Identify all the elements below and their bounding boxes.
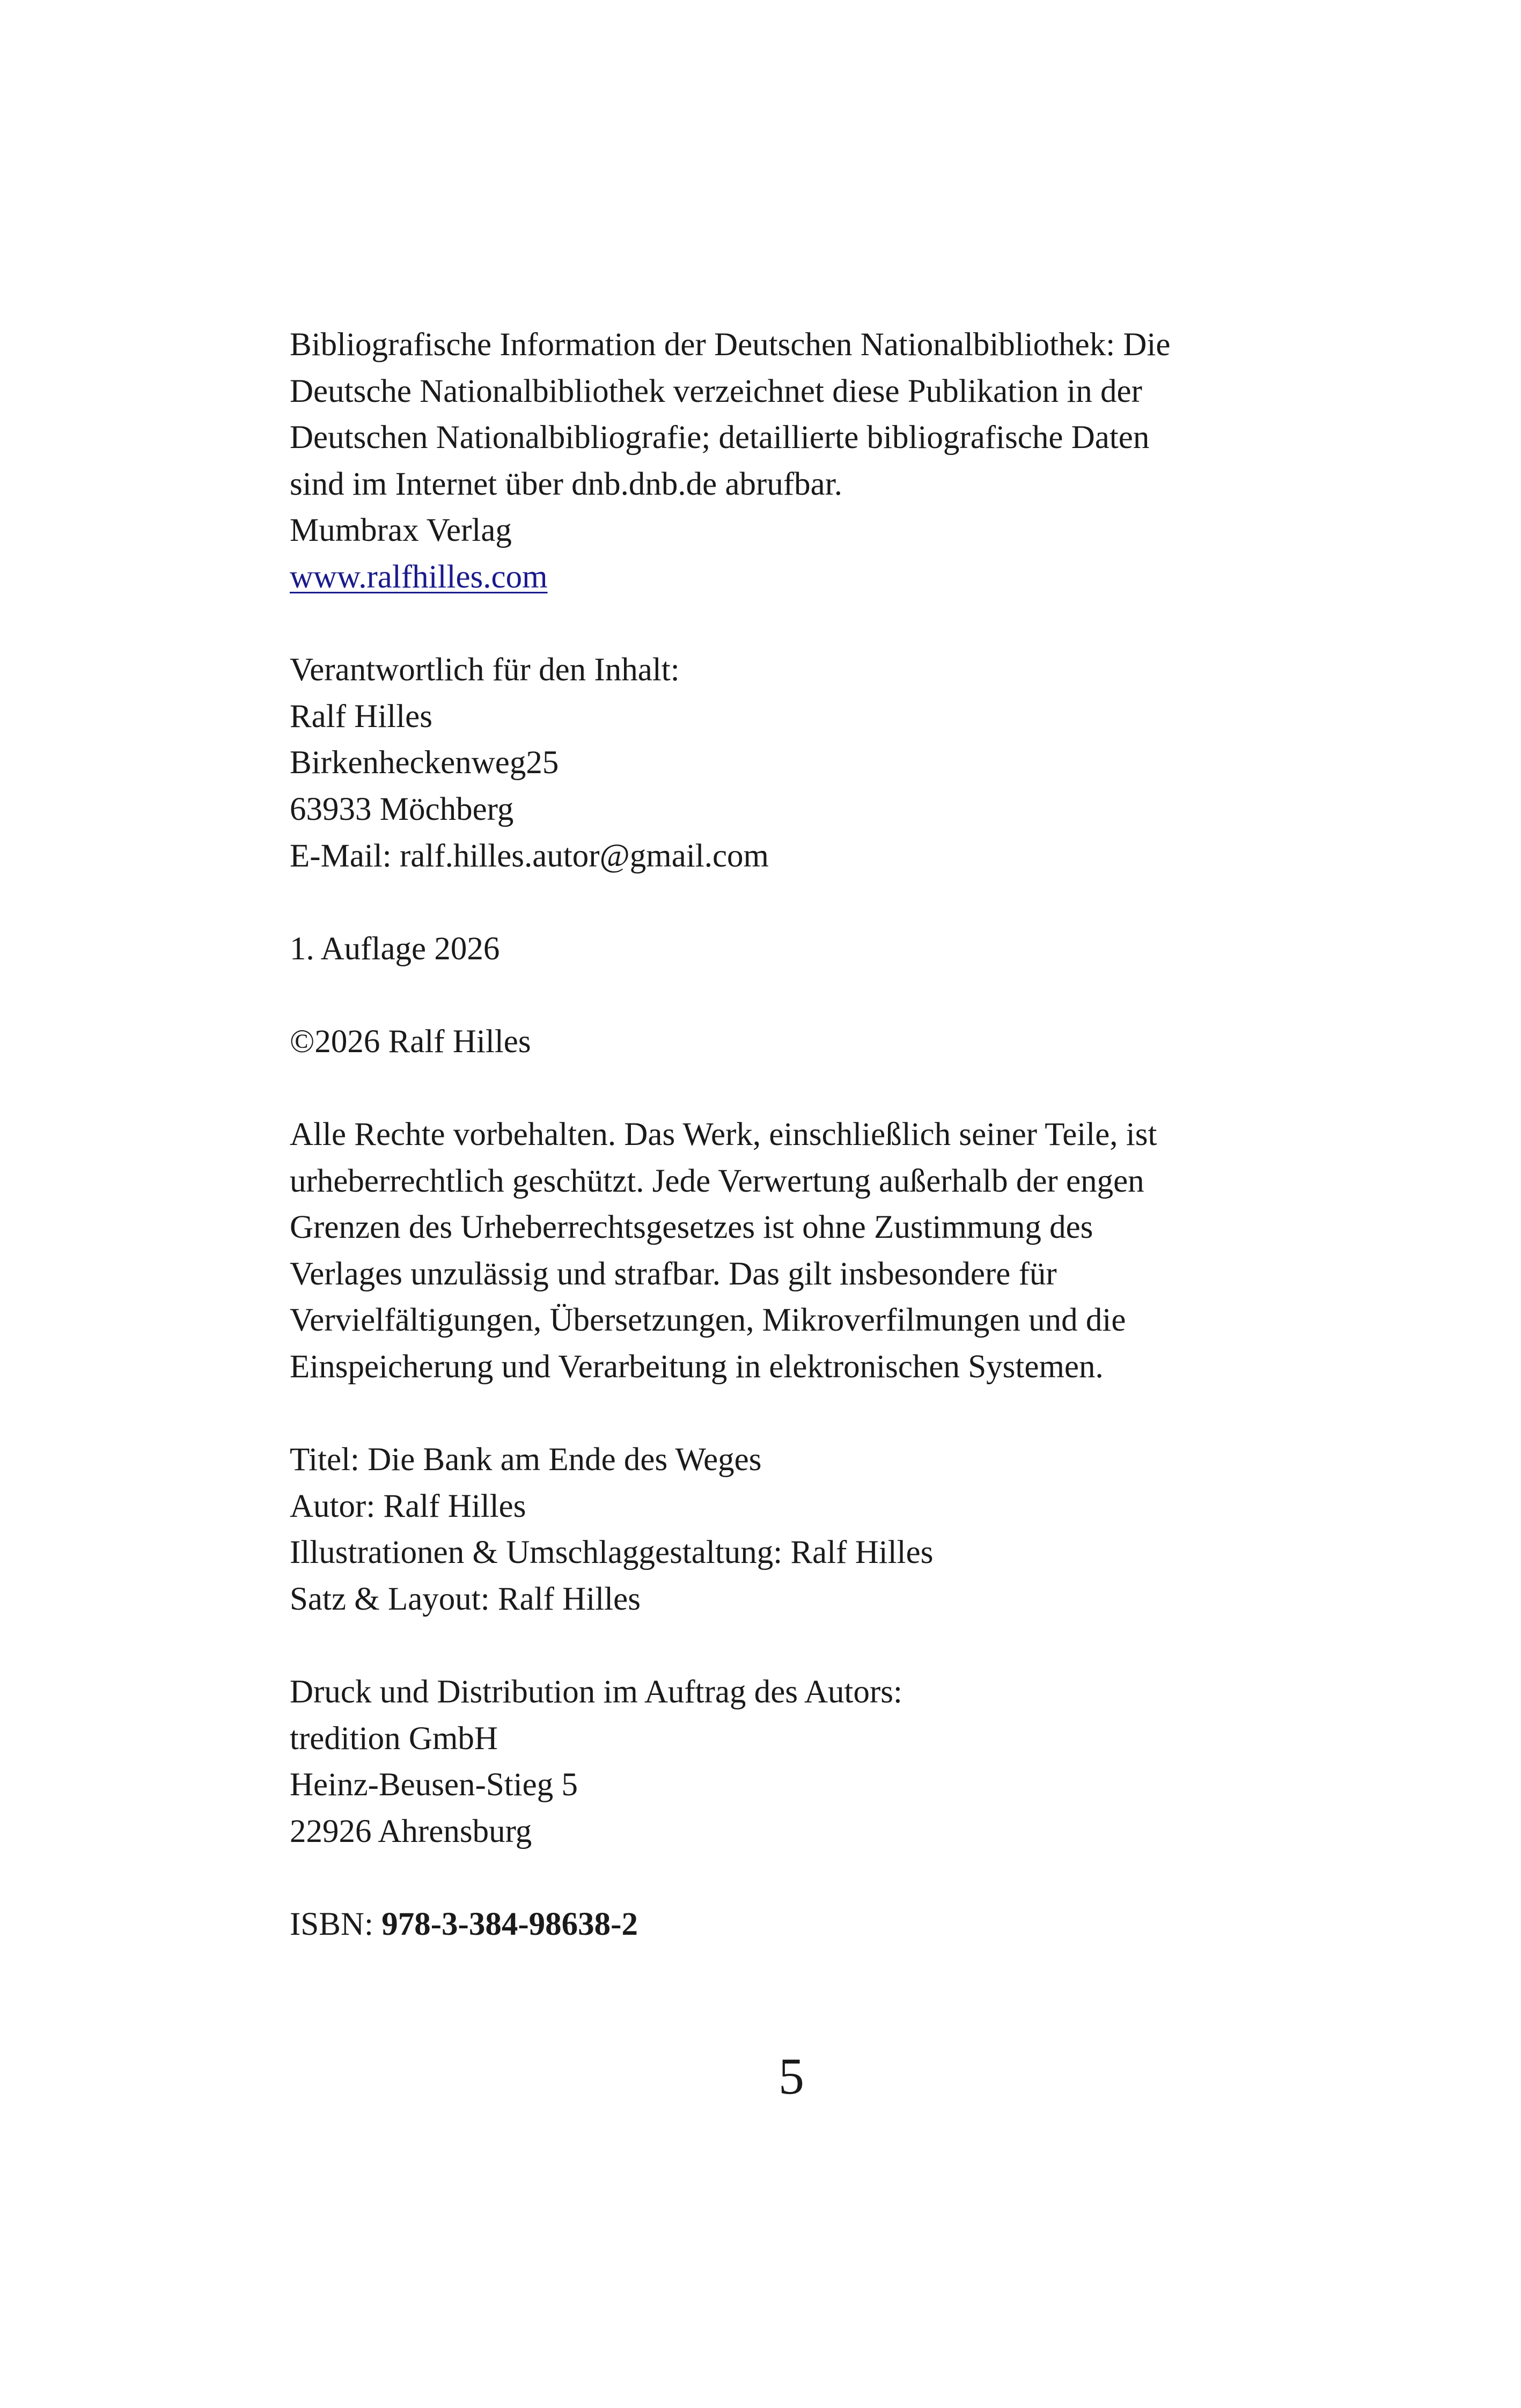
- spacer: [290, 601, 1309, 648]
- spacer: [290, 1391, 1309, 1437]
- credit-illustrations: Illustrationen & Umschlaggestaltung: Ralf Hilles: [290, 1535, 934, 1571]
- isbn-label: ISBN:: [290, 1906, 373, 1943]
- edition-text: 1. Auflage 2026: [290, 930, 500, 967]
- bibliographic-line: Deutschen Nationalbibliografie; detaillierte bibliografische Daten: [290, 420, 1150, 456]
- responsible-email: E-Mail: ralf.hilles.autor@gmail.com: [290, 838, 769, 874]
- bibliographic-info: [290, 322, 1309, 601]
- rights-line: Vervielfältigungen, Übersetzungen, Mikroverfilmungen und die: [290, 1302, 1126, 1339]
- credit-author: Autor: Ralf Hilles: [290, 1488, 526, 1524]
- rights-line: Grenzen des Urheberrechtsgesetzes ist ohne Zustimmung des: [290, 1209, 1093, 1246]
- bibliographic-line: Bibliografische Information der Deutschen Nationalbibliothek: Die: [290, 327, 1171, 363]
- responsible-heading: Verantwortlich für den Inhalt:: [290, 652, 680, 688]
- credits: [290, 1437, 1309, 1623]
- website-line: [290, 554, 1309, 601]
- isbn-info: [290, 1902, 1309, 1948]
- rights-line: Alle Rechte vorbehalten. Das Werk, einschließlich seiner Teile, ist: [290, 1117, 1157, 1153]
- spacer: [290, 972, 1309, 1019]
- rights-notice: [290, 1112, 1309, 1391]
- page-number: 5: [778, 2047, 804, 2105]
- rights-line: urheberrechtlich geschützt. Jede Verwertung außerhalb der engen: [290, 1163, 1144, 1199]
- printing-heading: Druck und Distribution im Auftrag des Autors:: [290, 1674, 902, 1710]
- responsible-street: Birkenheckenweg25: [290, 745, 559, 781]
- rights-line: Einspeicherung und Verarbeitung in elektronischen Systemen.: [290, 1349, 1104, 1385]
- responsible-info: [290, 647, 1309, 879]
- printing-info: [290, 1669, 1309, 1855]
- copyright-text: ©2026 Ralf Hilles: [290, 1023, 531, 1060]
- printing-company: tredition GmbH: [290, 1720, 498, 1757]
- rights-line: Verlages unzulässig und strafbar. Das gilt insbesondere für: [290, 1256, 1057, 1292]
- imprint-text: [290, 322, 1309, 1948]
- copyright-info: [290, 1019, 1309, 1066]
- edition-info: [290, 926, 1309, 973]
- isbn-value: 978-3-384-98638-2: [381, 1906, 638, 1943]
- credit-title: Titel: Die Bank am Ende des Weges: [290, 1442, 762, 1478]
- spacer: [290, 1066, 1309, 1112]
- spacer: [290, 1855, 1309, 1902]
- publisher-name: Mumbrax Verlag: [290, 512, 512, 549]
- responsible-name: Ralf Hilles: [290, 698, 432, 735]
- responsible-city: 63933 Möchberg: [290, 791, 514, 827]
- bibliographic-line: Deutsche Nationalbibliothek verzeichnet diese Publikation in der: [290, 373, 1142, 409]
- bibliographic-line: sind im Internet über dnb.dnb.de abrufbar.: [290, 466, 842, 502]
- website-link[interactable]: www.ralfhilles.com: [290, 559, 548, 595]
- spacer: [290, 1623, 1309, 1670]
- credit-layout: Satz & Layout: Ralf Hilles: [290, 1581, 641, 1618]
- printing-street: Heinz-Beusen-Stieg 5: [290, 1767, 578, 1803]
- spacer: [290, 879, 1309, 926]
- printing-city: 22926 Ahrensburg: [290, 1814, 532, 1849]
- isbn-line: [290, 1902, 1309, 1948]
